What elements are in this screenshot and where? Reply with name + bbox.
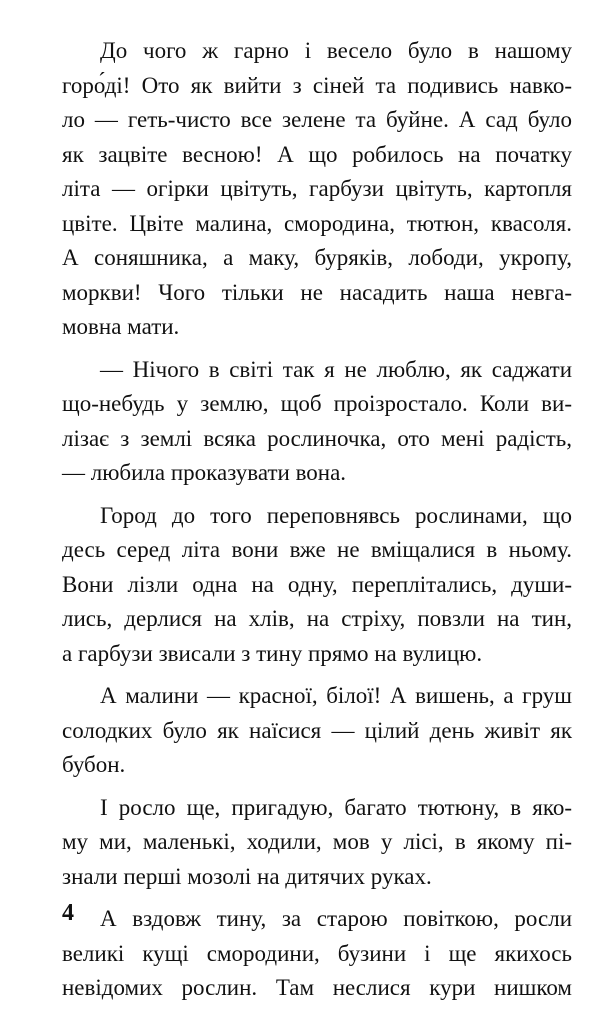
text-line: цвіте. Цвіте малина, смородина, тютюн, квасоля. — [62, 210, 572, 236]
text-line: великі кущі смородини, бузини і ще якихось — [62, 940, 572, 966]
text-line: А соняшника, а маку, буряків, лободи, укропу, — [62, 245, 572, 270]
text-line: що-небудь у землю, щоб проізростало. Коли ви- — [62, 391, 572, 416]
text-line: До чого ж гарно і весело було в нашому — [100, 38, 572, 63]
text-line: І росло ще, пригадую, багато тютюну, в яко- — [100, 794, 572, 820]
text-line: а гарбузи звисали з тину прямо на вулицю. — [62, 640, 483, 666]
text-line: му ми, маленькі, ходили, мов у лісі, в якому пі- — [62, 829, 572, 854]
text-line: моркви! Чого тільки не насадить наша невга- — [62, 279, 572, 305]
page-number: 4 — [62, 900, 74, 926]
text-line: А малини — красної, білої! А вишень, а груш — [100, 683, 572, 708]
text-line: невідомих рослин. Там неслися кури нишком — [62, 975, 572, 1000]
text-line: лізає з землі всяка рослиночка, ото мені радість, — [62, 425, 572, 451]
text-line: горо́ді! Ото як вийти з сіней та подивись навко- — [62, 72, 572, 98]
text-line: — любила проказувати вона. — [62, 460, 347, 485]
text-line: А вздовж тину, за старою повіткою, росли — [100, 906, 572, 931]
paragraph-5 — [62, 791, 572, 895]
text-line: бубон. — [62, 752, 126, 777]
text-line: лись, дерлися на хлів, на стріху, повзли на тин, — [62, 606, 572, 631]
text-line: ло — геть-чисто все зелене та буйне. А сад було — [62, 107, 572, 132]
paragraph-1 — [62, 34, 572, 345]
paragraph-6 — [62, 902, 572, 1006]
paragraph-4 — [62, 679, 572, 783]
paragraph-2 — [62, 353, 572, 491]
text-line: як зацвіте весною! А що робилось на початку — [62, 141, 572, 167]
text-line: Вони лізли одна на одну, переплітались, души- — [62, 571, 572, 597]
text-line: літа — огірки цвітуть, гарбузи цвітуть, картопля — [62, 176, 572, 201]
text-line: десь серед літа вони вже не вміщалися в ньому. — [62, 537, 572, 562]
text-line: — Нічого в світі так я не люблю, як саджати — [100, 356, 572, 382]
text-line: знали перші мозолі на дитячих руках. — [62, 863, 432, 889]
text-line: солодких було як наїсися — цілий день живіт як — [62, 717, 572, 743]
paragraph-3 — [62, 499, 572, 672]
text-line: мовна мати. — [62, 314, 180, 339]
text-line: Город до того переповнявсь рослинами, що — [100, 502, 572, 528]
page-text — [62, 34, 572, 1014]
